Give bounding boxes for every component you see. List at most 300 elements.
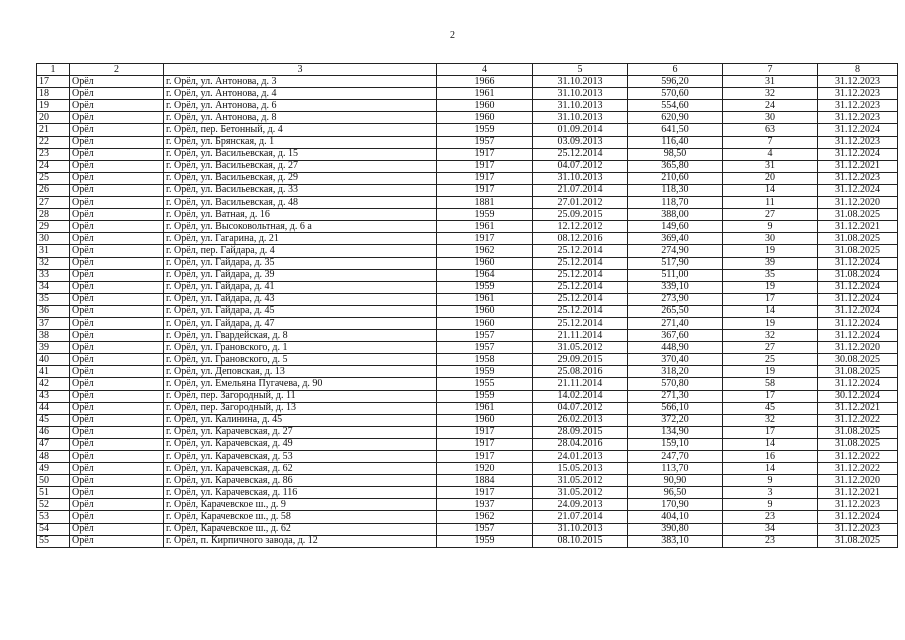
cell-area: 271,40: [628, 317, 723, 329]
cell-row-number: 54: [37, 523, 70, 535]
cell-count: 31: [723, 160, 818, 172]
cell-area: 517,90: [628, 257, 723, 269]
table-row: [37, 354, 898, 366]
cell-address: г. Орёл, ул. Гагарина, д. 21: [164, 233, 437, 245]
cell-city: Орёл: [70, 390, 164, 402]
cell-year-built: 1917: [437, 160, 533, 172]
cell-row-number: 24: [37, 160, 70, 172]
cell-address: г. Орёл, ул. Васильевская, д. 15: [164, 148, 437, 160]
table-body: [37, 64, 898, 548]
cell-row-number: 26: [37, 184, 70, 196]
cell-row-number: 36: [37, 305, 70, 317]
cell-year-built: 1957: [437, 330, 533, 342]
cell-city: Орёл: [70, 463, 164, 475]
cell-date: 27.01.2012: [533, 197, 628, 209]
table-row: [37, 402, 898, 414]
cell-row-number: 49: [37, 463, 70, 475]
cell-city: Орёл: [70, 112, 164, 124]
cell-row-number: 46: [37, 426, 70, 438]
cell-address: г. Орёл, ул. Васильевская, д. 27: [164, 160, 437, 172]
cell-year-built: 1962: [437, 245, 533, 257]
cell-area: 641,50: [628, 124, 723, 136]
cell-city: Орёл: [70, 124, 164, 136]
column-header: 2: [70, 64, 164, 76]
cell-date: 04.07.2012: [533, 160, 628, 172]
table-row: [37, 451, 898, 463]
cell-city: Орёл: [70, 451, 164, 463]
cell-year-built: 1957: [437, 342, 533, 354]
column-header: 3: [164, 64, 437, 76]
cell-area: 383,10: [628, 535, 723, 547]
cell-city: Орёл: [70, 487, 164, 499]
cell-area: 96,50: [628, 487, 723, 499]
cell-count: 14: [723, 463, 818, 475]
cell-address: г. Орёл, ул. Гайдара, д. 47: [164, 317, 437, 329]
cell-date: 24.09.2013: [533, 499, 628, 511]
cell-year-built: 1959: [437, 535, 533, 547]
cell-row-number: 43: [37, 390, 70, 402]
cell-address: г. Орёл, ул. Грановского, д. 1: [164, 342, 437, 354]
cell-deadline: 31.12.2024: [818, 281, 898, 293]
cell-date: 29.09.2015: [533, 354, 628, 366]
cell-count: 35: [723, 269, 818, 281]
cell-area: 159,10: [628, 438, 723, 450]
table-row: [37, 76, 898, 88]
cell-deadline: 31.12.2024: [818, 124, 898, 136]
cell-row-number: 40: [37, 354, 70, 366]
cell-date: 21.07.2014: [533, 511, 628, 523]
cell-year-built: 1917: [437, 487, 533, 499]
table-row: [37, 197, 898, 209]
cell-address: г. Орёл, ул. Высоковольтная, д. 6 а: [164, 221, 437, 233]
cell-year-built: 1955: [437, 378, 533, 390]
cell-date: 01.09.2014: [533, 124, 628, 136]
cell-year-built: 1960: [437, 112, 533, 124]
table-row: [37, 281, 898, 293]
cell-deadline: 31.12.2023: [818, 88, 898, 100]
cell-area: 247,70: [628, 451, 723, 463]
cell-deadline: 31.12.2024: [818, 317, 898, 329]
cell-deadline: 31.12.2022: [818, 451, 898, 463]
cell-count: 32: [723, 88, 818, 100]
table-row: [37, 499, 898, 511]
table-row: [37, 317, 898, 329]
cell-count: 9: [723, 499, 818, 511]
cell-deadline: 31.12.2024: [818, 511, 898, 523]
table-row: [37, 124, 898, 136]
table-row: [37, 390, 898, 402]
table-row: [37, 463, 898, 475]
cell-area: 596,20: [628, 76, 723, 88]
cell-deadline: 31.12.2021: [818, 221, 898, 233]
cell-deadline: 31.12.2020: [818, 475, 898, 487]
cell-area: 265,50: [628, 305, 723, 317]
cell-area: 339,10: [628, 281, 723, 293]
cell-city: Орёл: [70, 160, 164, 172]
cell-date: 31.10.2013: [533, 172, 628, 184]
cell-count: 14: [723, 184, 818, 196]
cell-city: Орёл: [70, 172, 164, 184]
cell-deadline: 31.12.2020: [818, 342, 898, 354]
page-number: 2: [450, 30, 455, 41]
cell-deadline: 31.12.2024: [818, 257, 898, 269]
cell-count: 14: [723, 305, 818, 317]
table-row: [37, 100, 898, 112]
table-row: [37, 209, 898, 221]
cell-deadline: 31.12.2024: [818, 305, 898, 317]
cell-year-built: 1957: [437, 523, 533, 535]
cell-date: 25.12.2014: [533, 269, 628, 281]
cell-row-number: 50: [37, 475, 70, 487]
cell-address: г. Орёл, пер. Гайдара, д. 4: [164, 245, 437, 257]
cell-area: 170,90: [628, 499, 723, 511]
cell-year-built: 1917: [437, 451, 533, 463]
cell-date: 28.09.2015: [533, 426, 628, 438]
cell-row-number: 53: [37, 511, 70, 523]
cell-date: 31.10.2013: [533, 76, 628, 88]
cell-date: 31.05.2012: [533, 342, 628, 354]
cell-date: 25.09.2015: [533, 209, 628, 221]
cell-row-number: 33: [37, 269, 70, 281]
cell-date: 24.01.2013: [533, 451, 628, 463]
cell-city: Орёл: [70, 148, 164, 160]
cell-city: Орёл: [70, 511, 164, 523]
cell-year-built: 1937: [437, 499, 533, 511]
cell-row-number: 17: [37, 76, 70, 88]
cell-city: Орёл: [70, 378, 164, 390]
cell-year-built: 1959: [437, 281, 533, 293]
table-row: [37, 535, 898, 547]
cell-row-number: 45: [37, 414, 70, 426]
cell-count: 27: [723, 342, 818, 354]
cell-address: г. Орёл, ул. Гайдара, д. 35: [164, 257, 437, 269]
cell-count: 34: [723, 523, 818, 535]
cell-address: г. Орёл, ул. Карачевская, д. 116: [164, 487, 437, 499]
cell-count: 4: [723, 148, 818, 160]
cell-row-number: 29: [37, 221, 70, 233]
cell-deadline: 31.12.2023: [818, 76, 898, 88]
cell-deadline: 31.12.2022: [818, 463, 898, 475]
cell-date: 25.12.2014: [533, 293, 628, 305]
cell-date: 31.10.2013: [533, 112, 628, 124]
cell-count: 24: [723, 100, 818, 112]
cell-year-built: 1917: [437, 184, 533, 196]
cell-row-number: 19: [37, 100, 70, 112]
cell-row-number: 34: [37, 281, 70, 293]
cell-address: г. Орёл, ул. Васильевская, д. 33: [164, 184, 437, 196]
cell-year-built: 1962: [437, 511, 533, 523]
cell-year-built: 1960: [437, 257, 533, 269]
cell-year-built: 1959: [437, 124, 533, 136]
cell-address: г. Орёл, ул. Брянская, д. 1: [164, 136, 437, 148]
table-row: [37, 269, 898, 281]
cell-deadline: 31.08.2025: [818, 438, 898, 450]
cell-count: 58: [723, 378, 818, 390]
cell-deadline: 31.08.2025: [818, 245, 898, 257]
cell-address: г. Орёл, ул. Емельяна Пугачева, д. 90: [164, 378, 437, 390]
cell-row-number: 44: [37, 402, 70, 414]
cell-date: 28.04.2016: [533, 438, 628, 450]
cell-count: 9: [723, 475, 818, 487]
cell-row-number: 35: [37, 293, 70, 305]
cell-address: г. Орёл, ул. Гайдара, д. 45: [164, 305, 437, 317]
cell-date: 31.10.2013: [533, 100, 628, 112]
cell-area: 274,90: [628, 245, 723, 257]
cell-area: 448,90: [628, 342, 723, 354]
cell-address: г. Орёл, ул. Гайдара, д. 43: [164, 293, 437, 305]
cell-date: 21.07.2014: [533, 184, 628, 196]
cell-date: 12.12.2012: [533, 221, 628, 233]
cell-year-built: 1884: [437, 475, 533, 487]
cell-row-number: 52: [37, 499, 70, 511]
cell-address: г. Орёл, ул. Антонова, д. 6: [164, 100, 437, 112]
cell-deadline: 31.08.2025: [818, 426, 898, 438]
column-header: 1: [37, 64, 70, 76]
cell-address: г. Орёл, ул. Карачевская, д. 27: [164, 426, 437, 438]
cell-date: 08.12.2016: [533, 233, 628, 245]
table-row: [37, 293, 898, 305]
cell-count: 30: [723, 112, 818, 124]
cell-row-number: 30: [37, 233, 70, 245]
cell-city: Орёл: [70, 269, 164, 281]
cell-year-built: 1917: [437, 172, 533, 184]
cell-area: 367,60: [628, 330, 723, 342]
cell-date: 14.02.2014: [533, 390, 628, 402]
cell-date: 25.12.2014: [533, 257, 628, 269]
cell-year-built: 1959: [437, 366, 533, 378]
cell-year-built: 1920: [437, 463, 533, 475]
cell-date: 25.12.2014: [533, 148, 628, 160]
cell-deadline: 31.12.2023: [818, 172, 898, 184]
cell-date: 21.11.2014: [533, 378, 628, 390]
cell-count: 30: [723, 233, 818, 245]
cell-address: г. Орёл, пер. Загородный, д. 13: [164, 402, 437, 414]
cell-address: г. Орёл, ул. Гайдара, д. 39: [164, 269, 437, 281]
cell-year-built: 1961: [437, 88, 533, 100]
cell-deadline: 31.12.2021: [818, 487, 898, 499]
table-row: [37, 148, 898, 160]
cell-area: 388,00: [628, 209, 723, 221]
table-row: [37, 414, 898, 426]
cell-date: 04.07.2012: [533, 402, 628, 414]
cell-address: г. Орёл, пер. Загородный, д. 11: [164, 390, 437, 402]
cell-city: Орёл: [70, 197, 164, 209]
column-header: 6: [628, 64, 723, 76]
cell-address: г. Орёл, ул. Гайдара, д. 41: [164, 281, 437, 293]
column-header: 5: [533, 64, 628, 76]
cell-deadline: 31.12.2023: [818, 112, 898, 124]
column-header: 7: [723, 64, 818, 76]
table-row: [37, 221, 898, 233]
cell-city: Орёл: [70, 76, 164, 88]
cell-row-number: 23: [37, 148, 70, 160]
cell-area: 620,90: [628, 112, 723, 124]
table-row: [37, 136, 898, 148]
cell-city: Орёл: [70, 257, 164, 269]
cell-year-built: 1917: [437, 148, 533, 160]
cell-city: Орёл: [70, 209, 164, 221]
table-row: [37, 366, 898, 378]
cell-city: Орёл: [70, 354, 164, 366]
table-row: [37, 233, 898, 245]
cell-row-number: 20: [37, 112, 70, 124]
cell-count: 32: [723, 414, 818, 426]
cell-date: 21.11.2014: [533, 330, 628, 342]
cell-date: 31.05.2012: [533, 487, 628, 499]
cell-date: 25.12.2014: [533, 305, 628, 317]
cell-deadline: 31.08.2024: [818, 269, 898, 281]
cell-area: 566,10: [628, 402, 723, 414]
cell-year-built: 1917: [437, 233, 533, 245]
housing-register-table: [36, 63, 898, 548]
cell-year-built: 1959: [437, 390, 533, 402]
cell-address: г. Орёл, Карачевское ш., д. 9: [164, 499, 437, 511]
cell-count: 19: [723, 317, 818, 329]
cell-row-number: 31: [37, 245, 70, 257]
cell-count: 45: [723, 402, 818, 414]
cell-year-built: 1917: [437, 426, 533, 438]
cell-year-built: 1958: [437, 354, 533, 366]
cell-city: Орёл: [70, 245, 164, 257]
cell-deadline: 31.12.2020: [818, 197, 898, 209]
cell-area: 118,70: [628, 197, 723, 209]
cell-city: Орёл: [70, 366, 164, 378]
cell-year-built: 1966: [437, 76, 533, 88]
cell-area: 511,00: [628, 269, 723, 281]
cell-address: г. Орёл, ул. Ватная, д. 16: [164, 209, 437, 221]
cell-date: 25.12.2014: [533, 245, 628, 257]
cell-count: 19: [723, 366, 818, 378]
cell-row-number: 22: [37, 136, 70, 148]
cell-count: 14: [723, 438, 818, 450]
cell-deadline: 31.12.2023: [818, 136, 898, 148]
cell-address: г. Орёл, ул. Антонова, д. 8: [164, 112, 437, 124]
cell-date: 31.10.2013: [533, 88, 628, 100]
cell-row-number: 27: [37, 197, 70, 209]
table-row: [37, 257, 898, 269]
cell-area: 149,60: [628, 221, 723, 233]
cell-row-number: 48: [37, 451, 70, 463]
cell-deadline: 31.12.2023: [818, 499, 898, 511]
cell-area: 570,80: [628, 378, 723, 390]
cell-count: 11: [723, 197, 818, 209]
table-row: [37, 305, 898, 317]
cell-city: Орёл: [70, 426, 164, 438]
cell-city: Орёл: [70, 88, 164, 100]
cell-row-number: 21: [37, 124, 70, 136]
cell-count: 19: [723, 245, 818, 257]
cell-area: 370,40: [628, 354, 723, 366]
cell-address: г. Орёл, ул. Карачевская, д. 49: [164, 438, 437, 450]
cell-date: 03.09.2013: [533, 136, 628, 148]
cell-area: 273,90: [628, 293, 723, 305]
cell-row-number: 41: [37, 366, 70, 378]
cell-area: 554,60: [628, 100, 723, 112]
cell-row-number: 47: [37, 438, 70, 450]
cell-count: 7: [723, 136, 818, 148]
cell-date: 08.10.2015: [533, 535, 628, 547]
cell-city: Орёл: [70, 402, 164, 414]
cell-area: 365,80: [628, 160, 723, 172]
table-row: [37, 511, 898, 523]
cell-year-built: 1961: [437, 221, 533, 233]
cell-city: Орёл: [70, 342, 164, 354]
cell-year-built: 1881: [437, 197, 533, 209]
cell-count: 23: [723, 511, 818, 523]
cell-city: Орёл: [70, 317, 164, 329]
cell-deadline: 31.12.2024: [818, 330, 898, 342]
cell-date: 25.08.2016: [533, 366, 628, 378]
cell-row-number: 28: [37, 209, 70, 221]
cell-address: г. Орёл, ул. Карачевская, д. 86: [164, 475, 437, 487]
column-header: 8: [818, 64, 898, 76]
cell-deadline: 31.12.2022: [818, 414, 898, 426]
cell-address: г. Орёл, ул. Калинина, д. 45: [164, 414, 437, 426]
cell-city: Орёл: [70, 136, 164, 148]
table-row: [37, 112, 898, 124]
cell-city: Орёл: [70, 438, 164, 450]
cell-address: г. Орёл, ул. Антонова, д. 3: [164, 76, 437, 88]
cell-address: г. Орёл, ул. Васильевская, д. 29: [164, 172, 437, 184]
cell-area: 116,40: [628, 136, 723, 148]
cell-city: Орёл: [70, 293, 164, 305]
cell-date: 31.10.2013: [533, 523, 628, 535]
cell-deadline: 31.08.2025: [818, 209, 898, 221]
cell-deadline: 30.08.2025: [818, 354, 898, 366]
cell-count: 19: [723, 281, 818, 293]
cell-deadline: 31.12.2023: [818, 523, 898, 535]
cell-city: Орёл: [70, 523, 164, 535]
cell-year-built: 1960: [437, 305, 533, 317]
cell-count: 39: [723, 257, 818, 269]
table-row: [37, 438, 898, 450]
cell-address: г. Орёл, пер. Бетонный, д. 4: [164, 124, 437, 136]
cell-deadline: 31.12.2021: [818, 160, 898, 172]
cell-area: 98,50: [628, 148, 723, 160]
cell-area: 404,10: [628, 511, 723, 523]
cell-area: 134,90: [628, 426, 723, 438]
cell-area: 318,20: [628, 366, 723, 378]
cell-count: 17: [723, 390, 818, 402]
table-row: [37, 426, 898, 438]
cell-count: 20: [723, 172, 818, 184]
cell-count: 3: [723, 487, 818, 499]
cell-area: 570,60: [628, 88, 723, 100]
cell-row-number: 32: [37, 257, 70, 269]
table-row: [37, 160, 898, 172]
cell-year-built: 1957: [437, 136, 533, 148]
cell-city: Орёл: [70, 535, 164, 547]
cell-address: г. Орёл, ул. Антонова, д. 4: [164, 88, 437, 100]
cell-address: г. Орёл, ул. Карачевская, д. 62: [164, 463, 437, 475]
cell-city: Орёл: [70, 330, 164, 342]
cell-count: 27: [723, 209, 818, 221]
cell-row-number: 51: [37, 487, 70, 499]
cell-count: 63: [723, 124, 818, 136]
cell-year-built: 1917: [437, 438, 533, 450]
cell-count: 16: [723, 451, 818, 463]
cell-city: Орёл: [70, 281, 164, 293]
cell-area: 271,30: [628, 390, 723, 402]
cell-count: 17: [723, 426, 818, 438]
table-row: [37, 487, 898, 499]
cell-year-built: 1961: [437, 402, 533, 414]
cell-count: 17: [723, 293, 818, 305]
cell-year-built: 1959: [437, 209, 533, 221]
cell-area: 369,40: [628, 233, 723, 245]
cell-deadline: 30.12.2024: [818, 390, 898, 402]
cell-date: 31.05.2012: [533, 475, 628, 487]
